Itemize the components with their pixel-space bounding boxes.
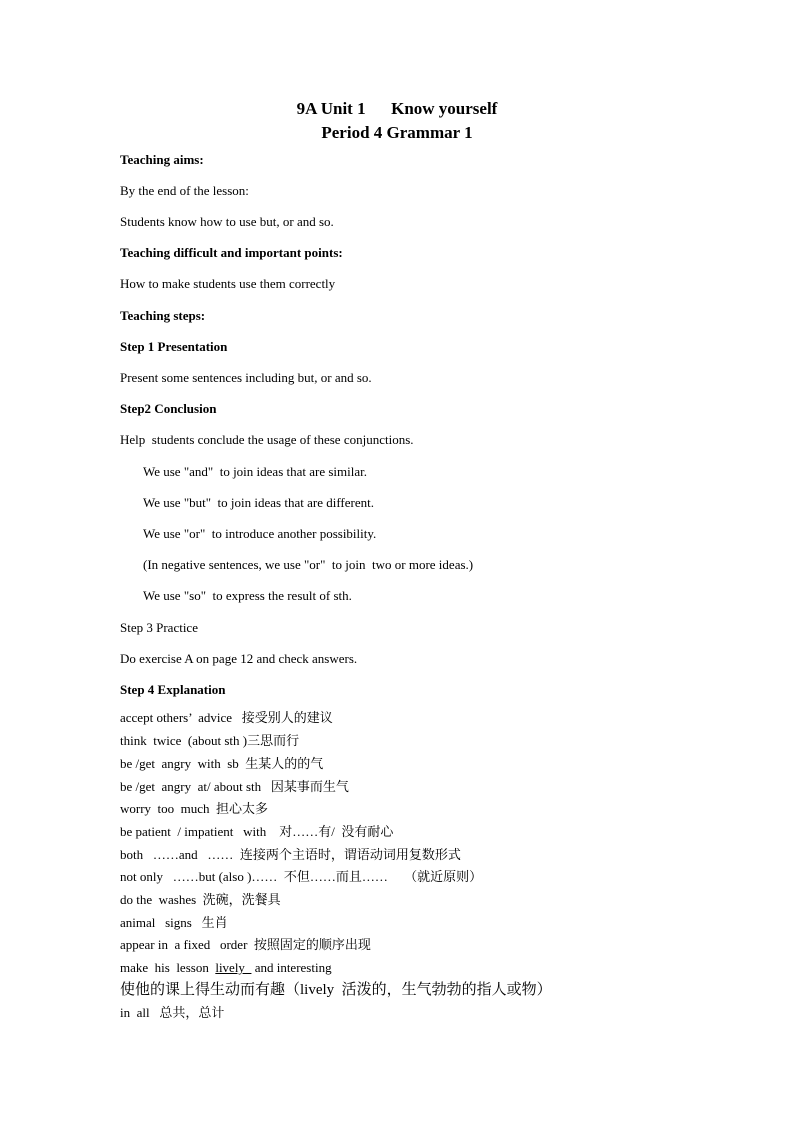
phrase-text: make his lesson — [120, 960, 216, 975]
document-title: 9A Unit 1 Know yourself — [296, 99, 498, 118]
phrase-item: be /get angry at/ about sth 因某事而生气 — [120, 779, 349, 794]
phrase-item: think twice (about sth )三思而行 — [120, 733, 300, 748]
key-points-line-1: How to make students use them correctly — [120, 276, 336, 291]
phrase-item: be patient / impatient with 对……有/ 没有耐心 — [120, 824, 394, 839]
usage-and: We use "and" to join ideas that are similar. — [143, 464, 368, 479]
phrase-item — [120, 960, 332, 976]
step1-text: Present some sentences including but, or and so. — [120, 370, 372, 385]
step3-heading: Step 3 Practice — [120, 620, 198, 635]
teaching-aims-line-2: Students know how to use but, or and so. — [120, 214, 334, 229]
usage-negative: (In negative sentences, we use "or" to join two or more ideas.) — [143, 557, 474, 572]
phrase-item: appear in a fixed order 按照固定的顺序出现 — [120, 937, 371, 952]
document-subtitle: Period 4 Grammar 1 — [321, 123, 473, 142]
underlined-word: lively — [215, 960, 252, 975]
step2-heading: Step2 Conclusion — [120, 401, 217, 416]
phrase-item: be /get angry with sb 生某人的的气 — [120, 756, 324, 771]
phrase-item: worry too much 担心太多 — [120, 801, 269, 816]
step4-heading: Step 4 Explanation — [120, 682, 226, 697]
phrase-item: animal signs 生肖 — [120, 915, 228, 930]
teaching-aims-line-1: By the end of the lesson: — [120, 183, 249, 198]
phrase-item: 使他的课上得生动而有趣（lively 活泼的，生气勃勃的指人或物） — [120, 982, 552, 998]
phrase-item: not only ……but (also )…… 不但……而且…… （就近原则） — [120, 869, 483, 884]
phrase-item: both ……and …… 连接两个主语时，谓语动词用复数形式 — [120, 847, 461, 862]
usage-so: We use "so" to express the result of sth. — [143, 588, 352, 603]
usage-or: We use "or" to introduce another possibility. — [143, 526, 377, 541]
step1-heading: Step 1 Presentation — [120, 339, 228, 354]
step2-text: Help students conclude the usage of these conjunctions. — [120, 432, 414, 447]
phrase-text: and interesting — [251, 960, 332, 975]
usage-but: We use "but" to join ideas that are different. — [143, 495, 374, 510]
step3-text: Do exercise A on page 12 and check answers. — [120, 651, 358, 666]
phrase-item: do the washes 洗碗，洗餐具 — [120, 892, 281, 907]
teaching-aims-heading: Teaching aims: — [120, 152, 204, 167]
key-points-heading: Teaching difficult and important points: — [120, 245, 343, 260]
phrase-item: accept others’ advice 接受别人的建议 — [120, 710, 333, 725]
teaching-steps-heading: Teaching steps: — [120, 308, 206, 323]
phrase-item: in all 总共，总计 — [120, 1005, 225, 1020]
